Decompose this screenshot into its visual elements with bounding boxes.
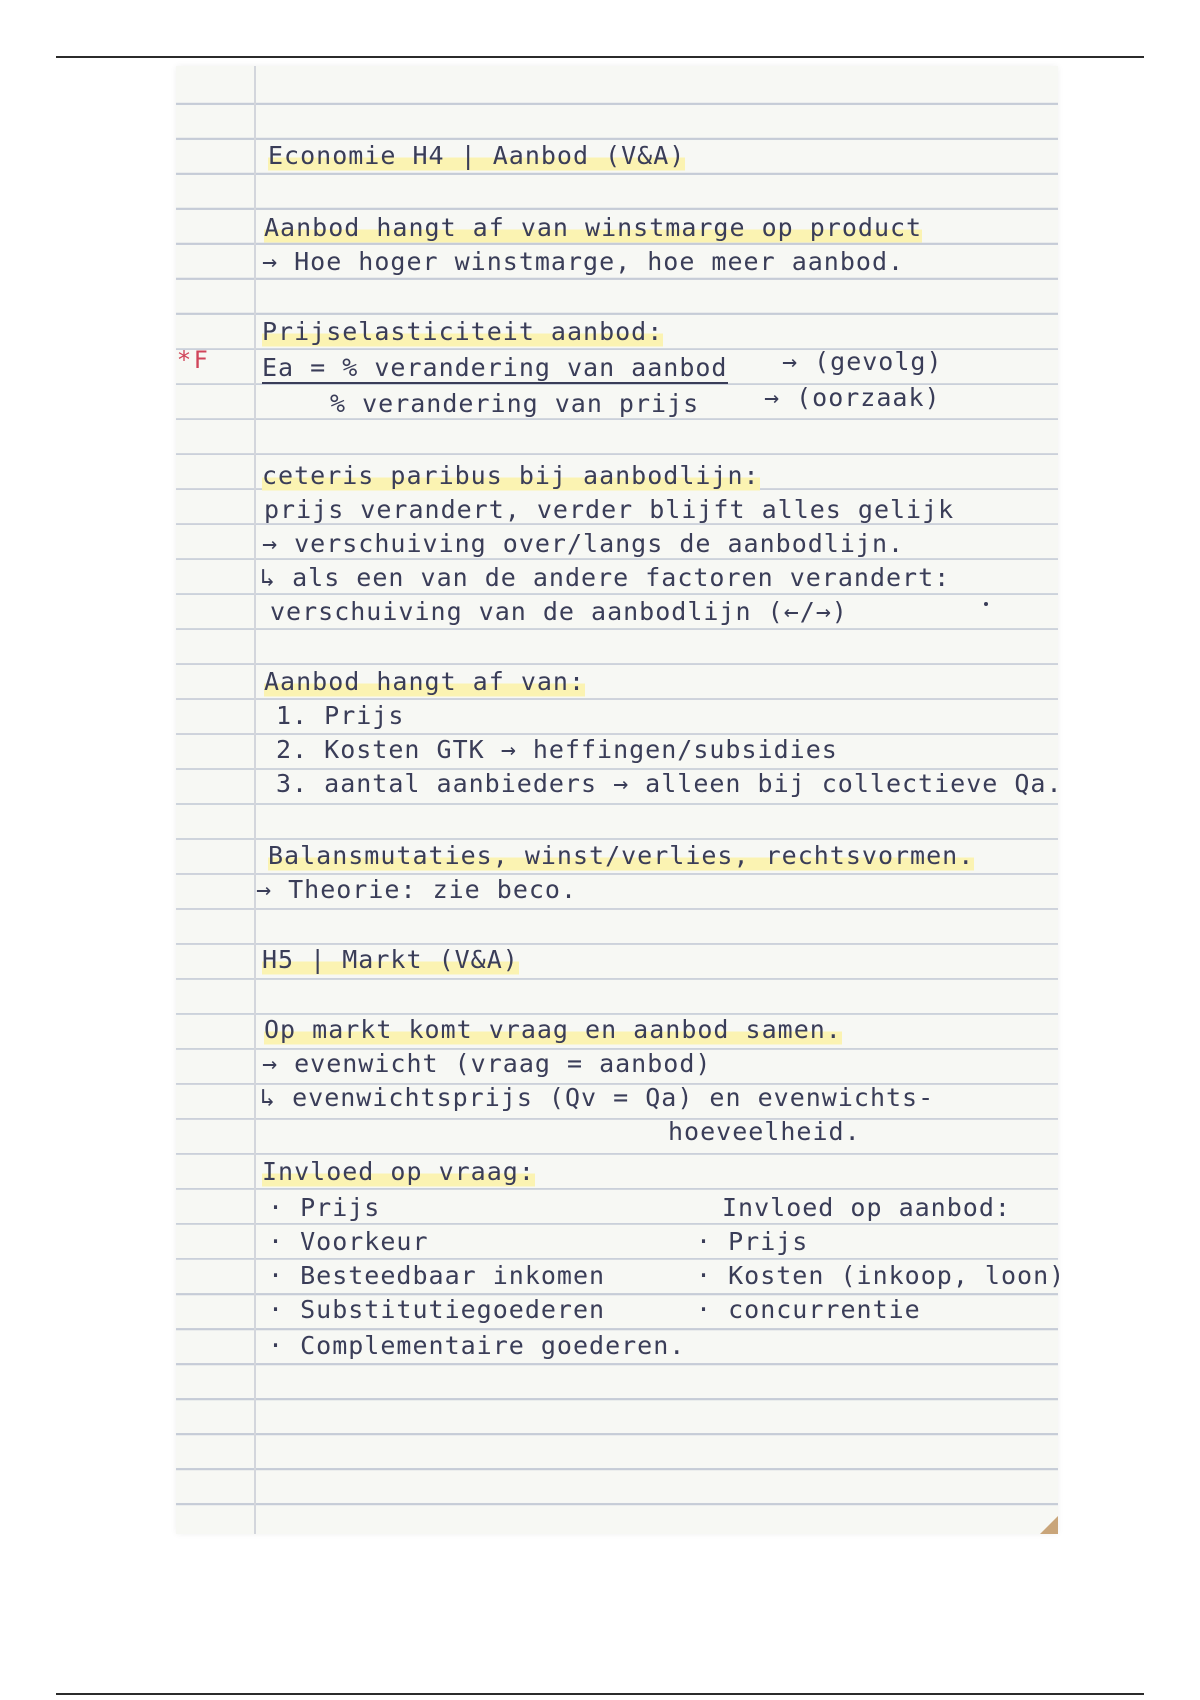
list-item: 2. Kosten GTK → heffingen/subsidies (276, 735, 838, 764)
list-item: 1. Prijs (276, 701, 405, 730)
note-heading: ceteris paribus bij aanbodlijn: (262, 461, 760, 490)
note-heading: Prijselasticiteit aanbod: (262, 317, 664, 346)
aanbod-heading: Invloed op aanbod: (722, 1193, 1011, 1222)
note-line: ↳ als een van de andere factoren verandert: (260, 563, 951, 592)
vraag-item: · Complementaire goederen. (268, 1331, 686, 1360)
margin-line (254, 66, 256, 1534)
aanbod-item: · concurrentie (696, 1295, 921, 1324)
note-line: ↳ evenwichtsprijs (Qv = Qa) en evenwichts- (260, 1083, 935, 1112)
note-line: verschuiving van de aanbodlijn (←/→) (270, 597, 848, 626)
page-bottom-rule (56, 1693, 1144, 1695)
note-heading: Aanbod hangt af van: (264, 667, 586, 696)
aanbod-item: · Kosten (inkoop, loon) (696, 1261, 1066, 1290)
note-line: → Hoe hoger winstmarge, hoe meer aanbod. (262, 247, 905, 276)
formula-numerator (262, 352, 728, 384)
formula-note: → (gevolg) (782, 347, 943, 376)
page-corner (1040, 1516, 1058, 1534)
aanbod-item: · Prijs (696, 1227, 809, 1256)
formula-note: → (oorzaak) (764, 383, 941, 412)
vraag-item: · Voorkeur (268, 1227, 429, 1256)
formula-numerator-text: Ea = % verandering van aanbod (262, 353, 728, 382)
vraag-item: · Besteedbaar inkomen (268, 1261, 606, 1290)
note-line: Balansmutaties, winst/verlies, rechtsvormen. (268, 841, 975, 870)
vraag-item: · Prijs (268, 1193, 381, 1222)
formula-denominator: % verandering van prijs (330, 389, 700, 418)
section-title: H5 | Markt (V&A) (262, 945, 519, 974)
note-line: → verschuiving over/langs de aanbodlijn. (262, 529, 905, 558)
note-title: Economie H4 | Aanbod (V&A) (268, 141, 686, 170)
margin-mark: *F (178, 346, 212, 374)
note-line: prijs verandert, verder blijft alles gelijk (264, 495, 955, 524)
page-top-rule (56, 56, 1144, 58)
note-line: hoeveelheid. (668, 1117, 861, 1146)
ink-dot (984, 602, 988, 606)
note-line: Op markt komt vraag en aanbod samen. (264, 1015, 842, 1044)
vraag-heading: Invloed op vraag: (262, 1157, 535, 1186)
note-line: Aanbod hangt af van winstmarge op product (264, 213, 923, 242)
list-item: 3. aantal aanbieders → alleen bij collectieve Qa. (276, 769, 1063, 798)
vraag-item: · Substitutiegoederen (268, 1295, 606, 1324)
note-line: → Theorie: zie beco. (256, 875, 578, 904)
note-line: → evenwicht (vraag = aanbod) (262, 1049, 712, 1078)
